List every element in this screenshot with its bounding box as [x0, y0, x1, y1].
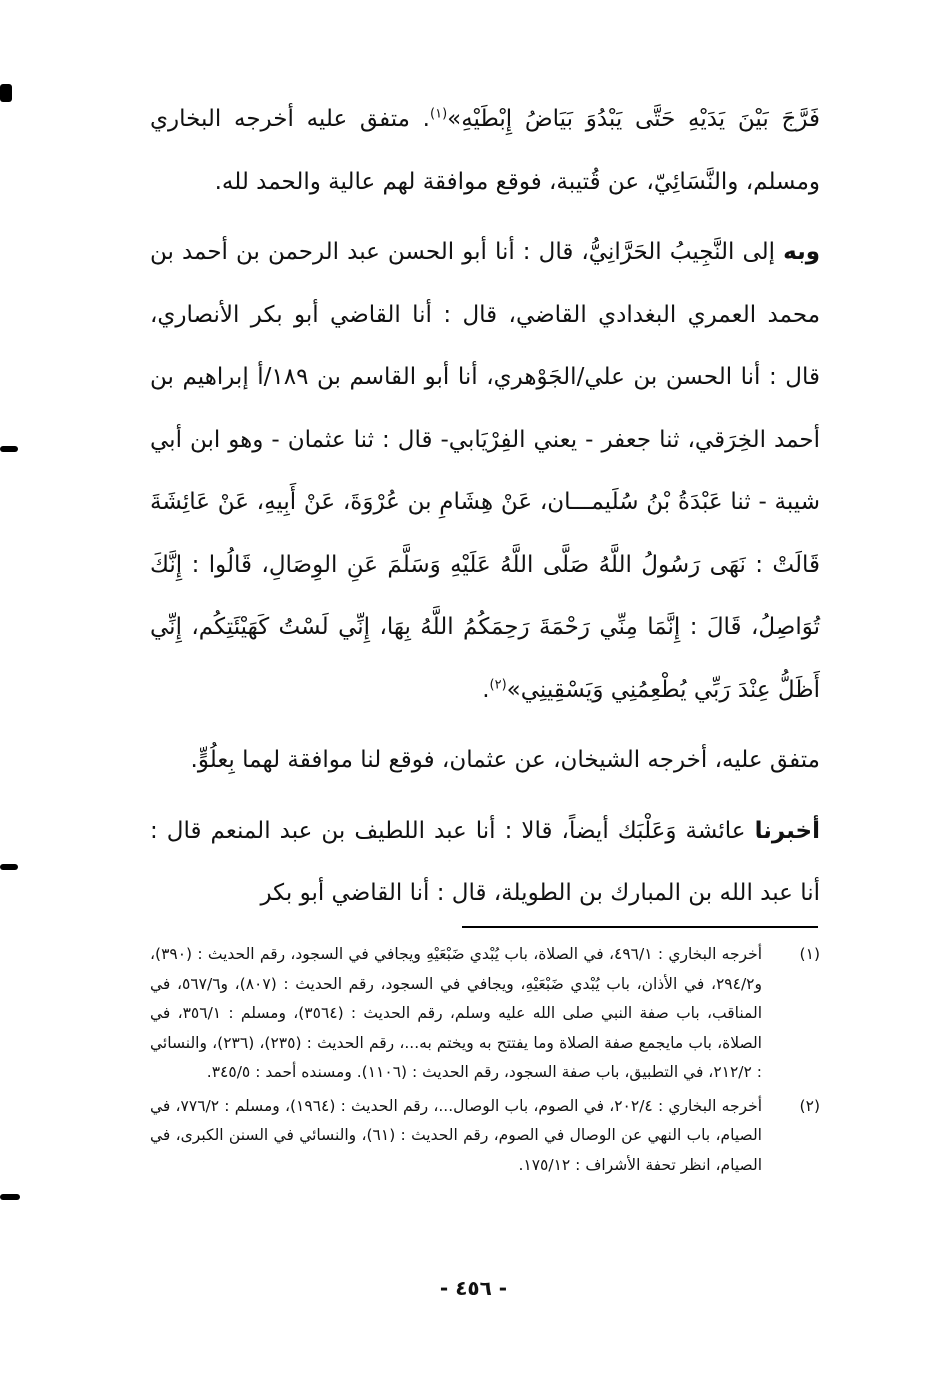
hadith-text: عَنْ أَبِيهِ، عَنْ عَائِشَةَ قَالَتْ : نَهَى رَسُولُ اللَّهُ صَلَّى اللَّهُ عَلَيْهِ وَسَلَّمَ عَنِ — [150, 489, 820, 578]
paragraph-lead: وبه — [783, 239, 821, 265]
text-line: أحمد بن محمد العمري البغدادي القاضي، قال : أنا القاضي أبو بكر — [150, 239, 821, 328]
footnote — [150, 1092, 820, 1181]
text-line: بِعلُوٍّ. — [190, 747, 235, 773]
paragraph-2 — [150, 221, 820, 721]
text-line: - وهو ابن أبي شيبة - ثنا عَبْدَةُ بْنُ سُلَيمـــان، عَنْ هِشَامِ بن عُرْوَةَ، — [150, 426, 820, 515]
paragraph-1 — [150, 88, 820, 213]
text-line: متفق عليه، أخرجه الشيخان، عن عثمان، فوقع لنا موافقة لهما — [242, 747, 820, 773]
text-line: إبراهيم بن أحمد الخِرَقي، ثنا جعفر - يعني الفِرْيَابي- قال : ثنا عثمان — [150, 364, 821, 453]
footnote-text: أخرجه البخاري : ٤٩٦/١، في الصلاة، باب يُبْدي ضَبْعَيْهِ ويجافي في السجود، رقم الحديث : (٣٩٠)، و٢٩٤/٢، في الأذان، باب يُبْدي ضَبْعَيْهِ، ويجافي في السجود، رقم الحديث : (٨٠٧)، و٥٦٧/٦، في المناقب، باب صفة النبي صلى الله عليه وسلم، رقم الحديث : (٣٥٦٤)، ومسلم : ٣٥٦/١، في الصلاة، باب مايجمع صفة الصلاة وما يفتتح به ويختم به...، رقم الحديث : (٢٣٥)، (٢٣٦)، والنسائي : ٢١٢/٢، في التطبيق، باب صفة السجود، رقم الحديث : (١١٠٦). ومسنده أحمد : ٣٤٥/٥. — [150, 945, 763, 1081]
footnote-ref: (١) — [430, 106, 448, 122]
page-number: - ٤٥٦ - — [439, 1276, 508, 1300]
text-line: إلى النَّجِيبُ الحَرَّانِيُّ، قال : أنا أبو الحسن عبد الرحمن بن — [236, 239, 784, 265]
footnote-ref: (٢) — [489, 676, 507, 692]
paragraph-3 — [150, 729, 820, 792]
hadith-text: الوِصَالِ، قَالُوا : إِنَّكَ تُوَاصِلُ، قَالَ : إِنَّمَا مِنِّي رَحْمَةَ رَحِمَكُمُ اللَّهُ بِهَا، — [150, 551, 820, 640]
scan-edge-mark — [0, 446, 18, 452]
footnote-text: أخرجه البخاري : ٢٠٢/٤، في الصوم، باب الوصال...، رقم الحديث : (١٩٦٤)، ومسلم : ٧٧٦/٢، في الصيام، باب النهي عن الوصال في الصوم، رقم الحديث : (٦١)، والنسائي في السنن الكبرى، في الصيام، انظر تحفة الأشراف : ١٧٥/١٢. — [150, 1096, 762, 1174]
scan-edge-mark — [0, 1194, 20, 1200]
scan-edge-mark — [0, 84, 12, 102]
footnote — [150, 940, 820, 1088]
hadith-text: فَرَّجَ بَيْنَ يَدَيْهِ حَتَّى يَبْدُوَ بَيَاضُ إِبْطَيْهِ» — [447, 106, 821, 132]
text-line: عائشة وَعَلْبَك أيضاً، قالا : أنا عبد اللطيف بن عبد المنعم — [210, 817, 755, 844]
scan-edge-mark — [0, 864, 18, 870]
footnote-number: (٢) — [799, 1096, 820, 1115]
text-line: ومسلم، والنَّسَائِيّ، عن قُتيبة، فوقع موافقة لهم عالية والحمد لله. — [214, 168, 820, 195]
text-line: . متفق عليه أخرجه البخاري — [150, 106, 430, 132]
hadith-text: إِنِّي لَسْتُ كَهَيْئَتِكُم، إِنِّي أَظَلُّ عِنْدَ رَبِّي يُطْعِمُنِي وَيَسْقِينِي» — [150, 614, 820, 703]
footnotes — [150, 940, 820, 1184]
footnote-separator — [462, 926, 818, 928]
text-line: الأنصاري، قال : أنا الحسن بن علي/الجَوْهري، أنا أبو القاسم بن ١٨٩/أ — [150, 301, 820, 390]
text-line: قال : أنا عبد الله بن المبارك بن الطويلة، قال : أنا القاضي أبو بكر — [150, 817, 820, 906]
main-text — [150, 88, 820, 925]
paragraph-4 — [150, 800, 820, 925]
footnote-number: (١) — [799, 945, 820, 963]
paragraph-lead: أخبرنا — [754, 817, 821, 844]
text-line: . — [482, 676, 490, 703]
